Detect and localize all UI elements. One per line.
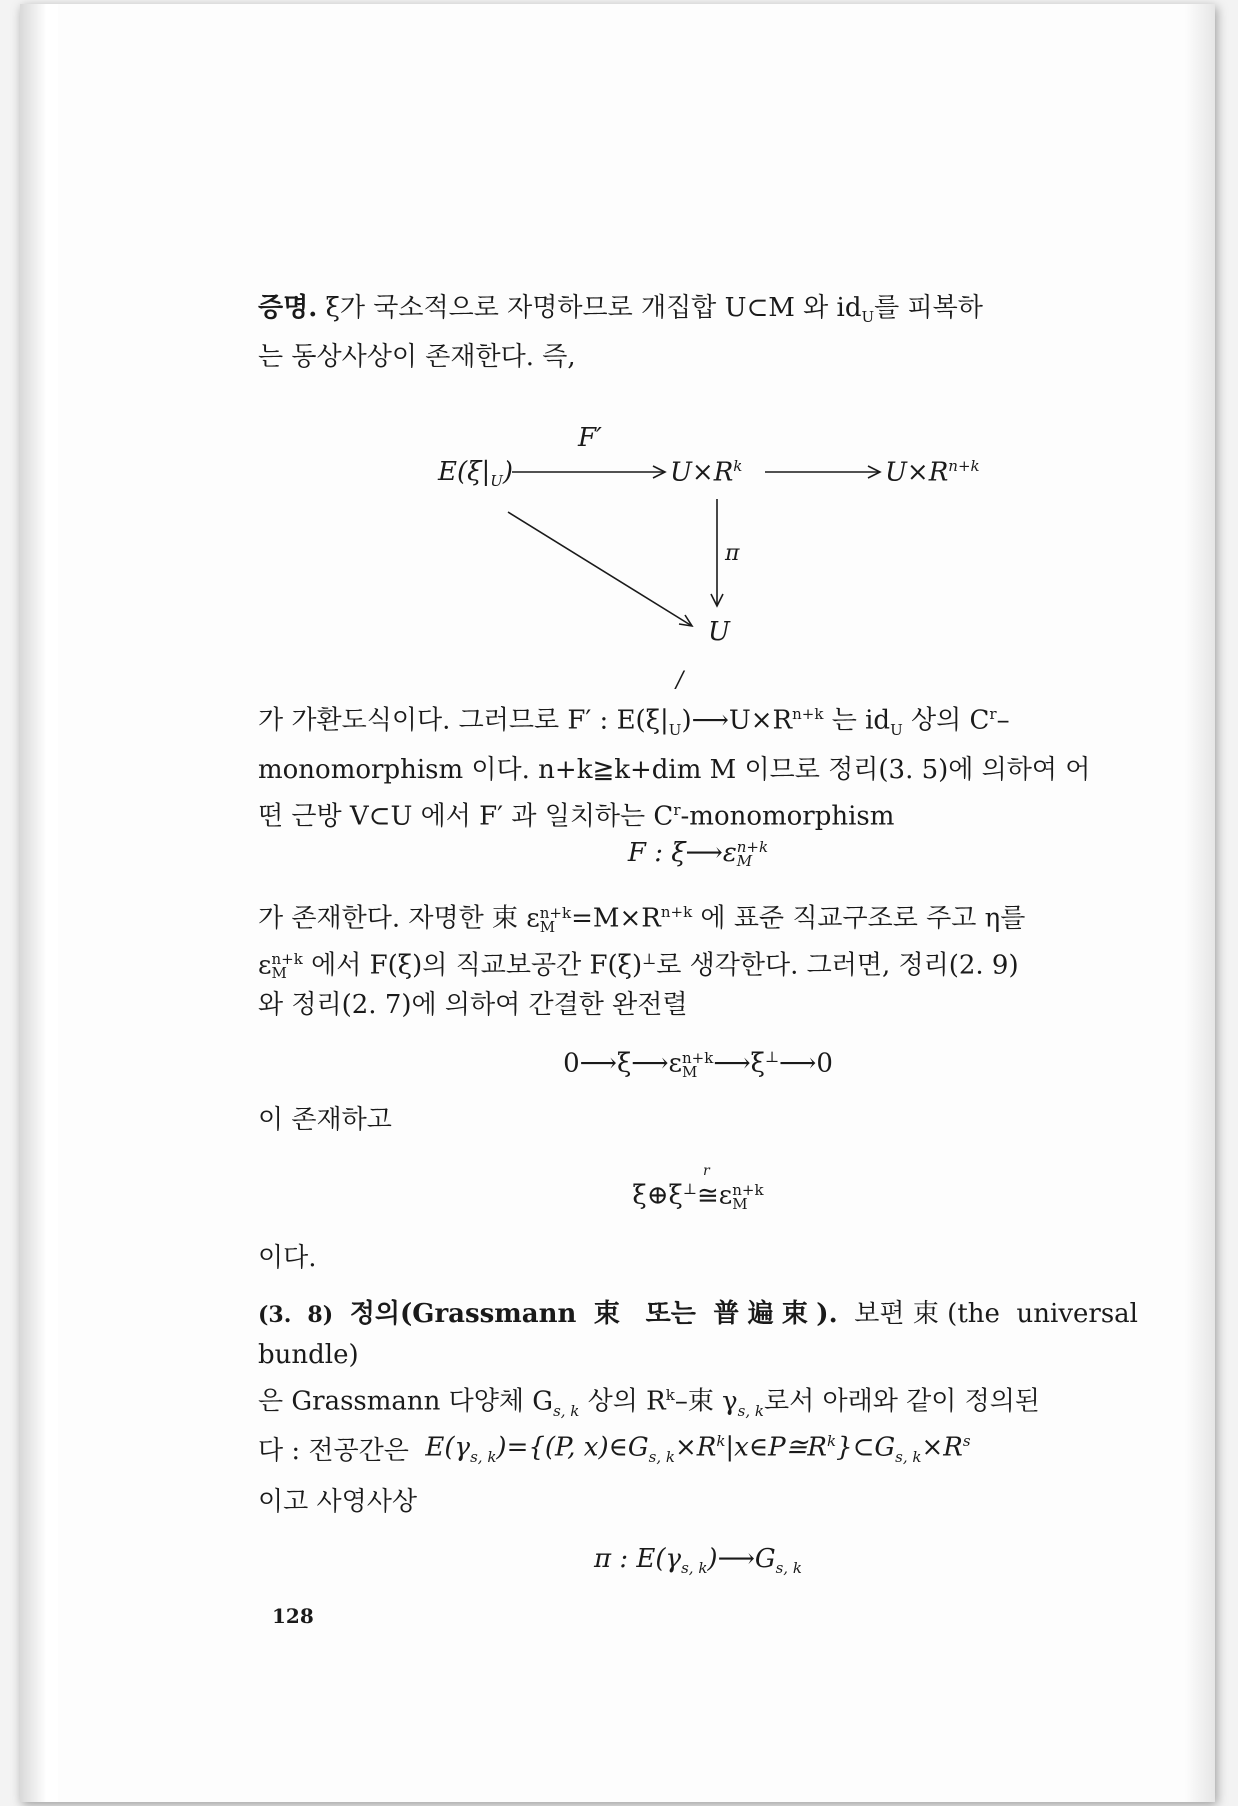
paragraph-commutative: 가 가환도식이다. 그러므로 F′ : $E(\xi|_U)⟶U\times R^{n+k}$ 는 $id_U$ 상의 $C^r-$ monomorphism 이다. n+k≧k+dim M 이므로 정리(3. 5)에 의하여 어 떤 근방 V⊂U 에서 F′ 과 일치하는 $C^r$-monomorphism <box>258 705 1091 832</box>
node-u-times-rk: $U\times R^k$ <box>670 457 743 488</box>
line-exists: 이 존재하고 <box>258 1105 392 1135</box>
line-projection: 이고 사영사상 <box>258 1487 417 1517</box>
proof-paragraph: 증명. ξ가 국소적으로 자명하므로 개집합 U⊂M 와 $id_U$를 피복하 는 동상사상이 존재한다. 즉, <box>258 293 983 373</box>
definition-3-8: (3. 8) 정의(Grassmann 束 또는 普遍束). 보편束(the universal bundle) 은 Grassmann 다양체 $G_{s, k}$ 상의 $R^k-$束 $\gamma_{s, k}$로서 아래와 같이 정의된 다 : 전공간은 <box>258 1299 1138 1466</box>
proof-label: 증명. <box>258 293 318 323</box>
node-u-times-rnk: $U\times R^{n+k}$ <box>885 457 980 488</box>
paragraph-trivial-bundle: 가 존재한다. 자명한 束 ε n+k M $=M\times R^{n+k}$ 에 표준 직교구조로 주고 η를 ε n+k M 에서 F(ξ)의 직교보공간 F(ξ)⊥로 생각한다. 그러면, 정리(2. 9) 와 정리(2. 7)에 의하여 간결한 완전렬 <box>258 903 1026 1021</box>
page-number: 128 <box>272 1604 314 1628</box>
equation-projection: π : $E(\gamma_{s, k})⟶G_{s, k}$ <box>594 1544 802 1578</box>
equation-exact-sequence: 0⟶ξ⟶ε n+k M ⟶ξ⊥⟶0 <box>563 1048 833 1081</box>
equation-total-space: $E(\gamma_{s, k})=\{(P$, $x)\in G_{s, k}\times R^k|x\in P≅R^k\}\subset G_{s, k}\times R^s$ <box>425 1432 971 1466</box>
definition-number: (3. 8) <box>258 1302 334 1328</box>
arrow-diagonal <box>508 512 692 626</box>
line-is: 이다. <box>258 1243 317 1273</box>
equation-direct-sum: ξ⊕ξ⊥ r ≅ε n+k M <box>632 1162 764 1213</box>
node-u: U <box>708 617 730 647</box>
node-e-xi-restricted: $E(\xi|_U)$ <box>438 457 514 491</box>
label-pi: π <box>725 541 740 566</box>
margin-mark: / <box>676 668 684 693</box>
book-page <box>20 4 1215 1802</box>
commutative-diagram <box>420 423 1020 669</box>
definition-title: 정의(Grassmann 束 또는 普遍束). <box>349 1299 838 1329</box>
label-f-prime: F′ <box>578 423 602 453</box>
equation-monomorphism: F : ξ⟶ε n+k M <box>627 838 769 870</box>
